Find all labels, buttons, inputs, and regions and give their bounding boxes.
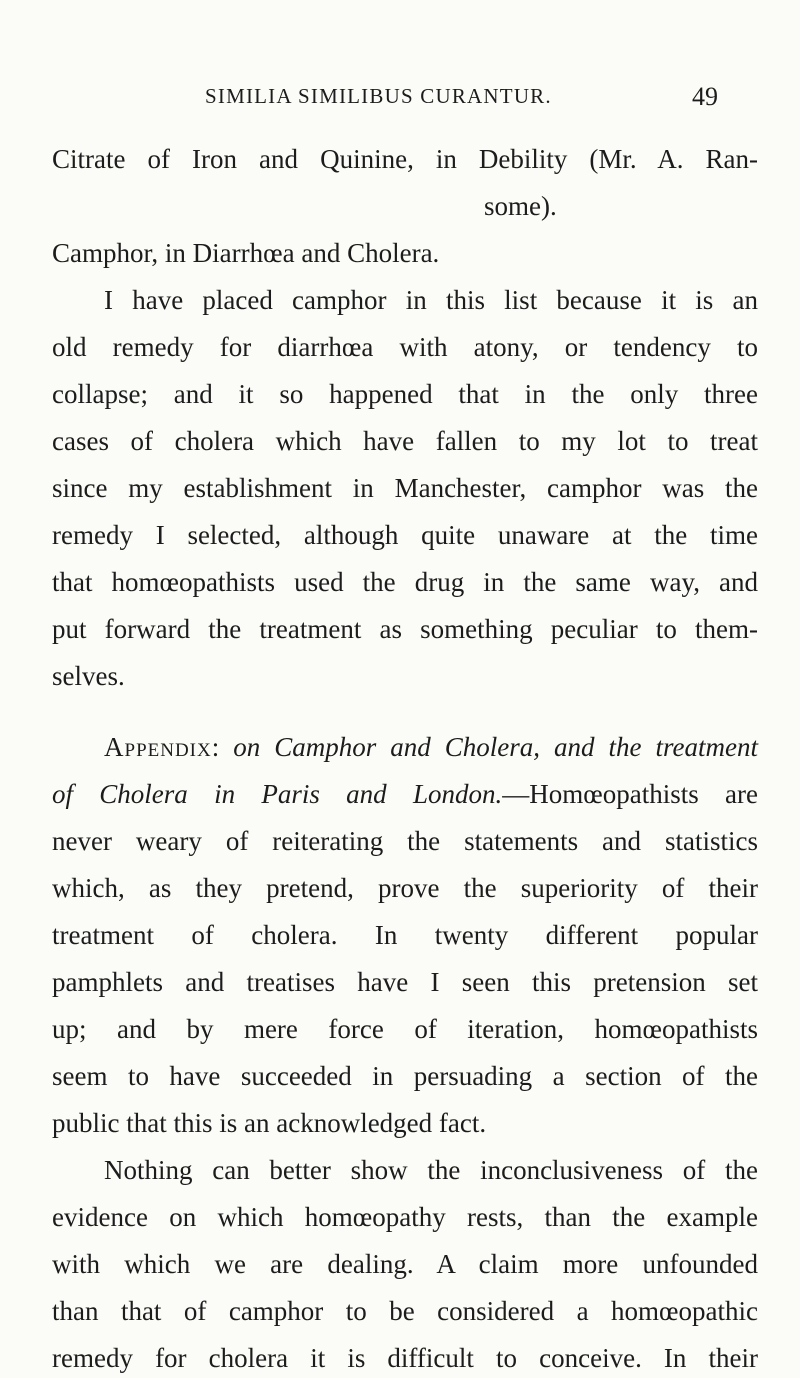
text-line: cases of cholera which have fallen to my lot to treat — [52, 426, 758, 456]
appendix-label: Appendix — [104, 732, 212, 762]
text-line: selves. — [52, 661, 125, 691]
text-line: put forward the treatment as something peculiar to them- — [52, 614, 758, 644]
appendix-title-continued: of Cholera in Paris and London. — [52, 779, 503, 809]
text-line: seem to have succeeded in persuading a section of the — [52, 1061, 758, 1091]
text-line: Camphor, in Diarrhœa and Cholera. — [52, 238, 440, 268]
text-line: pamphlets and treatises have I seen this pretension set — [52, 967, 758, 997]
text-line: Nothing can better show the inconclusiveness of the — [104, 1155, 758, 1185]
text-line: evidence on which homœopathy rests, than the example — [52, 1202, 758, 1232]
appendix-title: on Camphor and Cholera, and the treatment — [233, 732, 759, 762]
running-title: SIMILIA SIMILIBUS CURANTUR. — [205, 84, 552, 108]
text-line: remedy I selected, although quite unaware at the time — [52, 520, 758, 550]
text-line: than that of camphor to be considered a homœopathic — [52, 1296, 758, 1326]
text-line: that homœopathists used the drug in the same way, and — [52, 567, 758, 597]
text-line: old remedy for diarrhœa with atony, or tendency to — [52, 332, 758, 362]
text-line: remedy for cholera it is difficult to conceive. In their — [52, 1343, 758, 1373]
text-line: treatment of cholera. In twenty different popular — [52, 920, 758, 950]
appendix-colon: : — [211, 732, 220, 762]
text-line: I have placed camphor in this list because it is an — [104, 285, 758, 315]
text-line: collapse; and it so happened that in the only three — [52, 379, 758, 409]
text-line: never weary of reiterating the statements and statistics — [52, 826, 758, 856]
text-run: —Homœopathists are — [502, 779, 759, 809]
text-line: which, as they pretend, prove the superiority of their — [52, 873, 758, 903]
running-head — [0, 84, 800, 124]
text-line: with which we are dealing. A claim more unfounded — [52, 1249, 758, 1279]
text-line: some). — [484, 191, 557, 221]
text-line: public that this is an acknowledged fact. — [52, 1108, 487, 1138]
appendix-heading-line — [104, 732, 758, 762]
text-line: since my establishment in Manchester, camphor was the — [52, 473, 758, 503]
page-number: 49 — [692, 82, 718, 111]
text-line: up; and by mere force of iteration, homœopathists — [52, 1014, 758, 1044]
text-line — [52, 779, 758, 809]
text-line: Citrate of Iron and Quinine, in Debility (Mr. A. Ran- — [52, 144, 758, 174]
